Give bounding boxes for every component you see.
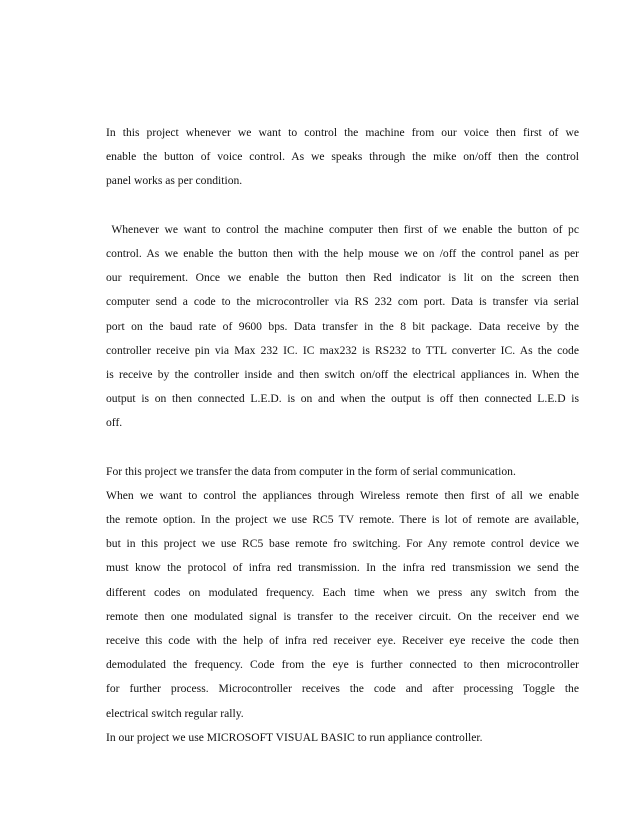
text-line: remote then one modulated signal is transfer to the receiver circuit. On the receiver end we [106,609,579,623]
text-line: electrical switch regular rally. [106,706,244,720]
text-line: but in this project we use RC5 base remote fro switching. For Any remote control device we [106,537,579,551]
text-line: computer send a code to the microcontroller via RS 232 com port. Data is transfer via serial [106,295,579,309]
text-line: For this project we transfer the data from computer in the form of serial communication. [106,464,516,478]
text-line: our requirement. Once we enable the button then Red indicator is lit on the screen then [106,271,579,285]
text-line: off. [106,416,123,430]
text-line: When we want to control the appliances through Wireless remote then first of all we enable [106,488,579,502]
text-line: the remote option. In the project we use RC5 TV remote. There is lot of remote are available, [106,513,579,526]
text-line: for further process. Microcontroller receives the code and after processing Toggle the [106,682,579,696]
text-line: In this project whenever we want to control the machine from our voice then first of we [106,126,579,139]
text-line: control. As we enable the button then with the help mouse we on /off the control panel as per [106,246,579,260]
text-line: output is on then connected L.E.D. is on and when the output is off then connected L.E.D is [106,392,579,406]
text-line: must know the protocol of infra red transmission. In the infra red transmission we send the [106,561,579,575]
text-line: In our project we use MICROSOFT VISUAL BASIC to run appliance controller. [106,730,483,744]
text-line: port on the baud rate of 9600 bps. Data transfer in the 8 bit package. Data receive by the [106,319,579,333]
text-line: Whenever we want to control the machine computer then first of we enable the button of pc [106,222,579,236]
text-line: controller receive pin via Max 232 IC. IC max232 is RS232 to TTL converter IC. As the code [106,343,579,357]
text-line: is receive by the controller inside and then switch on/off the electrical appliances in. When the [106,367,579,381]
text-line: receive this code with the help of infra red receiver eye. Receiver eye receive the code then [106,633,579,647]
paragraph-voice-control [106,121,579,194]
paragraph-remote-control [106,460,579,750]
document-body [106,121,579,750]
paragraph-spacer [106,194,579,218]
text-line: different codes on modulated frequency. Each time when we press any switch from the [106,585,579,599]
text-line: demodulated the frequency. Code from the eye is further connected to then microcontroller [106,658,579,672]
paragraph-pc-control [106,218,579,436]
text-line: enable the button of voice control. As we speaks through the mike on/off then the control [106,150,579,164]
paragraph-spacer [106,435,579,459]
text-line: panel works as per condition. [106,174,243,188]
